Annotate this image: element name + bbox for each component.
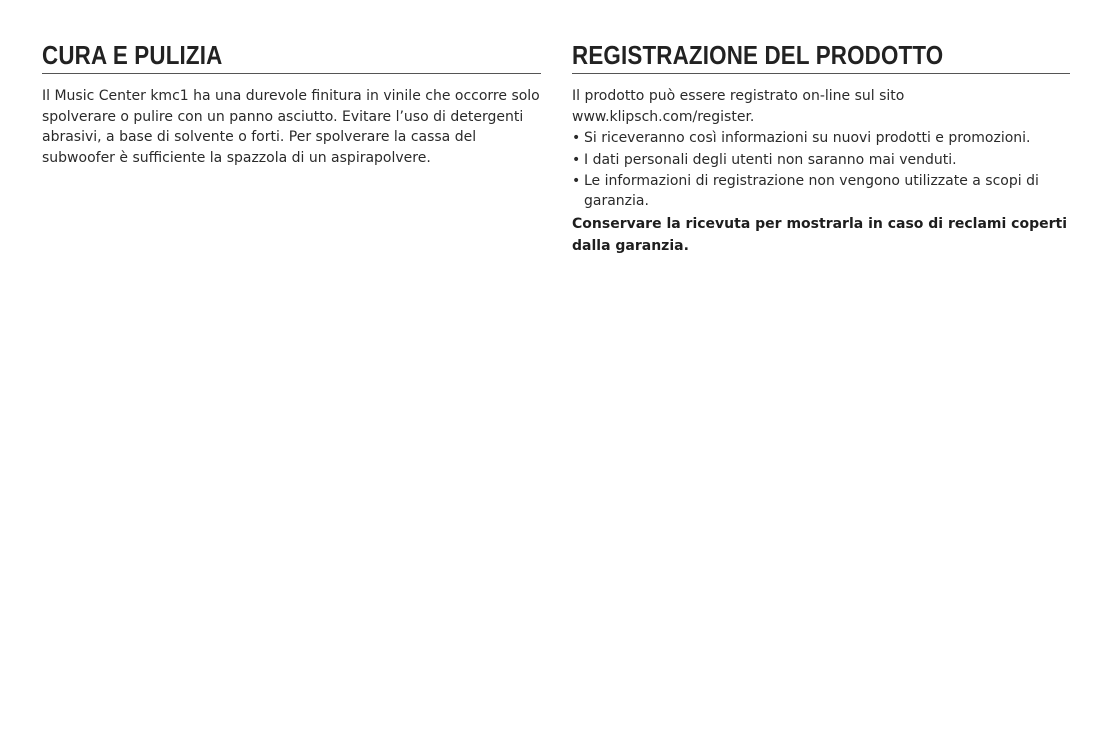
list-item <box>572 171 1070 211</box>
registration-bullet-list <box>572 128 1070 211</box>
bullet-text: Le informazioni di registrazione non vengono utilizzate a scopi di garanzia. <box>584 173 1039 209</box>
bullet-icon: • <box>572 130 581 146</box>
registration-section <box>572 38 1070 257</box>
registration-heading: REGISTRAZIONE DEL PRODOTTO <box>572 40 944 70</box>
bullet-icon: • <box>572 173 581 189</box>
care-heading: CURA E PULIZIA <box>42 40 223 70</box>
bullet-icon: • <box>572 151 581 168</box>
list-item <box>572 128 1070 148</box>
registration-intro: Il prodotto può essere registrato on-line sul sito www.klipsch.com/register. <box>572 88 905 125</box>
care-heading-rule <box>42 73 541 74</box>
list-item <box>572 150 1070 170</box>
care-section <box>42 38 541 168</box>
registration-heading-rule <box>572 73 1070 74</box>
care-body: Il Music Center kmc1 ha una durevole finitura in vinile che occorre solo spolverare o pulire con un panno asciutto. Evitare l’uso di detergenti abrasivi, a base di solvente o forti. Per spolverare la cassa del subwoofer è sufficiente la spazzola di un aspirapolvere. <box>42 88 540 166</box>
bullet-text: I dati personali degli utenti non saranno mai venduti. <box>584 151 957 168</box>
bullet-text: Si riceveranno così informazioni su nuovi prodotti e promozioni. <box>584 130 1031 146</box>
warranty-note: Conservare la ricevuta per mostrarla in caso di reclami coperti dalla garanzia. <box>572 216 1068 254</box>
